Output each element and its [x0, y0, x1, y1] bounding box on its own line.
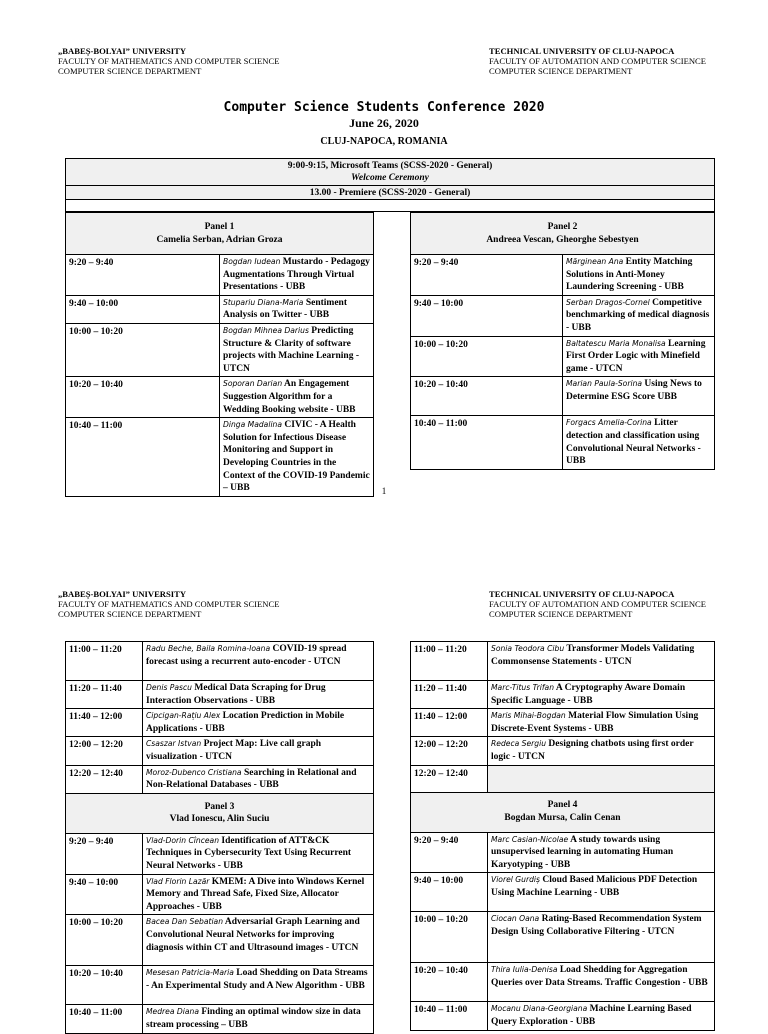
talk-title: A Cryptography Aware Domain Specific Language - UBB: [491, 683, 686, 706]
talk-title: Competitive benchmarking of medical diagnosis - UBB: [566, 297, 710, 333]
talk-author: Moroz-Dubenco Cristiana: [146, 767, 242, 777]
table-row: [66, 915, 374, 966]
talk: [488, 912, 715, 963]
slot-time: 11:00 – 11:20: [411, 642, 488, 681]
slot-time: 10:20 – 10:40: [411, 963, 488, 1002]
talk-author: Marc Casian-Nicolae: [491, 834, 569, 844]
slot-time: 11:40 – 12:00: [411, 709, 488, 737]
talk-title: Mustardo - Pedagogy Augmentations Through Virtual Presentations - UBB: [223, 257, 370, 293]
department-name: COMPUTER SCIENCE DEPARTMENT: [489, 66, 633, 76]
talk: [143, 915, 374, 966]
university-name: „BABEȘ-BOLYAI” UNIVERSITY: [58, 589, 187, 599]
table-row: [66, 377, 374, 418]
talk: [220, 377, 374, 418]
panel-title: Panel 3: [204, 801, 235, 812]
talk: [220, 323, 374, 376]
talk-title: Project Map: Live call graph visualization - UTCN: [146, 739, 322, 762]
slot-time: 9:40 – 10:00: [411, 873, 488, 912]
talk-title: Rating-Based Recommendation System Design Using Collaborative Filtering - UTCN: [491, 914, 702, 937]
slot-time: 10:00 – 10:20: [66, 915, 143, 966]
table-row: [411, 336, 715, 377]
panel-1-3-table: [65, 641, 374, 1034]
talk-author: Bacea Dan Sebatian: [146, 917, 224, 927]
faculty-name: FACULTY OF AUTOMATION AND COMPUTER SCIENCE: [489, 599, 707, 609]
talk-author: Forgacs Amelia-Corina: [566, 418, 652, 428]
talk: [143, 833, 374, 874]
talk-title: Entity Matching Solutions in Anti-Money Laundering Screening - UBB: [566, 257, 693, 293]
table-row: [411, 737, 715, 765]
talk: [143, 642, 374, 681]
slot-time: 10:40 – 11:00: [411, 416, 563, 469]
talk-author: Medrea Diana: [146, 1007, 199, 1017]
table-row: [66, 255, 374, 296]
panel-header: [411, 213, 715, 255]
table-row: [411, 1002, 715, 1030]
talk-author: Vlad Florin Lazăr: [146, 876, 210, 886]
talk-author: Dinga Madalina: [223, 420, 283, 430]
talk-title: Predicting Structure & Clarity of software projects with Machine Learning - UTCN: [223, 325, 359, 374]
table-row: [411, 912, 715, 963]
talk-title: Cloud Based Malicious PDF Detection Using Machine Learning - UBB: [491, 875, 698, 898]
talk-title: Load Shedding on Data Streams - An Experimental Study and A New Algorithm - UBB: [146, 968, 368, 991]
talk-title: An Engagement Suggestion Algorithm for a Wedding Booking website - UBB: [223, 379, 356, 415]
talk-author: Denis Pascu: [146, 683, 192, 692]
talk: [143, 765, 374, 793]
talk: [220, 418, 374, 497]
talk: [563, 377, 715, 416]
talk-title: Load Shedding for Aggregation Queries over Data Streams. Traffic Congestion - UBB: [491, 965, 708, 988]
table-row: [411, 295, 715, 336]
slot-time: 11:00 – 11:20: [66, 642, 143, 681]
slot-time: 10:40 – 11:00: [66, 1005, 143, 1033]
talk: [220, 255, 374, 296]
welcome-ceremony: Welcome Ceremony: [351, 173, 429, 183]
table-row: [66, 874, 374, 915]
welcome-row: [66, 159, 714, 186]
table-row: [411, 963, 715, 1002]
talk-author: Csaszar Istvan: [146, 739, 202, 749]
talk-author: Bogdan Mihnea Darius: [223, 325, 309, 335]
table-row: [411, 255, 715, 296]
table-row: [411, 416, 715, 469]
table-row: [411, 642, 715, 681]
talk-author: Radu Beche, Baila Romina-Ioana: [146, 644, 271, 653]
slot-time: 9:20 – 9:40: [66, 255, 220, 296]
talk-author: Baltatescu Maria Monalisa: [566, 338, 666, 348]
table-row: [66, 833, 374, 874]
talk-author: Serban Dragos-Cornel: [566, 297, 650, 307]
header-right: [489, 46, 706, 76]
slot-time: 10:20 – 10:40: [66, 966, 143, 1005]
talk-author: Mocanu Diana-Georgiana: [491, 1004, 588, 1014]
talk: [563, 416, 715, 469]
faculty-name: FACULTY OF MATHEMATICS AND COMPUTER SCIENCE: [58, 599, 280, 609]
page-number: 1: [381, 486, 387, 496]
talk-author: Marc-Titus Trifan: [491, 683, 555, 692]
talk-title: Machine Learning Based Query Exploration - UBB: [491, 1004, 692, 1027]
panel-title: Panel 4: [547, 800, 578, 811]
premiere-row: 13.00 - Premiere (SCSS-2020 - General): [66, 186, 714, 200]
talk-title: Material Flow Simulation Using Discrete-Event Systems - UBB: [491, 711, 699, 734]
department-name: COMPUTER SCIENCE DEPARTMENT: [58, 609, 202, 619]
talk-title: Identification of ATT&CK Techniques in Cybersecurity Text Using Recurrent Neural Networks - UBB: [146, 835, 352, 871]
slot-time: 10:40 – 11:00: [66, 418, 220, 497]
talk: [563, 255, 715, 296]
conference-title: Computer Science Students Conference 2020: [223, 100, 545, 115]
faculty-name: FACULTY OF AUTOMATION AND COMPUTER SCIENCE: [489, 56, 707, 66]
talk-author: Marian Paula-Sorina: [566, 379, 643, 389]
talk-title: Designing chatbots using first order logic - UTCN: [491, 739, 694, 762]
talk-title: Transformer Models Validating Commonsense Statements - UTCN: [491, 644, 695, 667]
talk-title: Searching in Relational and Non-Relational Databases - UBB: [146, 767, 357, 791]
talk: [488, 642, 715, 681]
header-left: [58, 46, 279, 76]
talk: [488, 873, 715, 912]
talk-title: Location Prediction in Mobile Applications - UBB: [146, 711, 345, 734]
talk-author: Bogdan Iudean: [223, 257, 281, 266]
university-name: TECHNICAL UNIVERSITY OF CLUJ-NAPOCA: [489, 589, 675, 599]
slot-time: 12:20 – 12:40: [411, 765, 488, 792]
talk-author: Viorel Gurdiș: [491, 875, 540, 885]
talk-title: Litter detection and classification using Convolutional Neural Networks - UBB: [566, 418, 701, 467]
conference-location: CLUJ-NAPOCA, ROMANIA: [320, 136, 448, 147]
panel-title: Panel 1: [204, 221, 235, 232]
table-row: [411, 681, 715, 709]
slot-time: 10:00 – 10:20: [411, 336, 563, 377]
slot-time: 9:40 – 10:00: [66, 295, 220, 323]
panel-header: [66, 793, 374, 833]
slot-time: 10:20 – 10:40: [66, 377, 220, 418]
talk-title: KMEM: A Dive into Windows Kernel Memory and Thread Safe, Fixed Size, Allocator Approaches - UBB: [146, 876, 365, 912]
slot-time: 10:20 – 10:40: [411, 377, 563, 416]
talk: [220, 295, 374, 323]
talk: [488, 737, 715, 765]
slot-time: 11:20 – 11:40: [66, 681, 143, 709]
talk: [143, 1005, 374, 1033]
talk-author: Vlad-Dorin Cîncean: [146, 835, 220, 845]
table-row: [66, 295, 374, 323]
table-row: [66, 709, 374, 737]
table-row: [411, 709, 715, 737]
slot-time: 9:20 – 9:40: [411, 832, 488, 873]
faculty-name: FACULTY OF MATHEMATICS AND COMPUTER SCIENCE: [58, 56, 280, 66]
table-row: [411, 873, 715, 912]
table-row: [66, 966, 374, 1005]
university-name: TECHNICAL UNIVERSITY OF CLUJ-NAPOCA: [489, 46, 675, 56]
talk-title: Learning First Order Logic with Minefield game - UTCN: [566, 338, 706, 374]
slot-time: 12:20 – 12:40: [66, 765, 143, 793]
talk: [488, 1002, 715, 1030]
conference-date: June 26, 2020: [349, 116, 419, 130]
table-row: [66, 642, 374, 681]
talk-title: Sentiment Analysis on Twitter - UBB: [223, 297, 347, 321]
department-name: COMPUTER SCIENCE DEPARTMENT: [489, 609, 633, 619]
empty-slot: [488, 765, 715, 792]
talk-title: Using News to Determine ESG Score UBB: [566, 379, 702, 402]
slot-time: 11:40 – 12:00: [66, 709, 143, 737]
table-row: [411, 832, 715, 873]
department-name: COMPUTER SCIENCE DEPARTMENT: [58, 66, 202, 76]
slot-time: 9:40 – 10:00: [66, 874, 143, 915]
table-row: [66, 765, 374, 793]
talk: [143, 966, 374, 1005]
panel-chairs: Andreea Vescan, Gheorghe Sebestyen: [486, 234, 639, 245]
university-name: „BABEȘ-BOLYAI” UNIVERSITY: [58, 46, 187, 56]
talk-title: A study towards using unsupervised learning in automating Human Karyotyping - UBB: [491, 834, 674, 870]
slot-time: 12:00 – 12:20: [66, 737, 143, 765]
slot-time: 10:40 – 11:00: [411, 1002, 488, 1030]
table-row: [411, 765, 715, 792]
talk-title: Finding an optimal window size in data stream processing – UBB: [146, 1007, 361, 1030]
slot-time: 9:40 – 10:00: [411, 295, 563, 336]
table-row: [411, 377, 715, 416]
slot-time: 10:00 – 10:20: [66, 323, 220, 376]
talk: [143, 874, 374, 915]
panel-chairs: Camelia Serban, Adrian Groza: [156, 234, 283, 245]
panel-header: [66, 213, 374, 255]
table-row: [66, 737, 374, 765]
table-row: [66, 681, 374, 709]
talk: [488, 709, 715, 737]
table-row: [66, 1005, 374, 1033]
talk-title: CIVIC - A Health Solution for Infectious Disease Monitoring and Support in Developing Countries in the Context of the COVID-19 Pandemic – UBB: [223, 420, 370, 494]
slot-time: 10:00 – 10:20: [411, 912, 488, 963]
talk: [143, 681, 374, 709]
talk: [143, 709, 374, 737]
opening-box: [65, 158, 715, 212]
table-row: [66, 323, 374, 376]
talk-author: Soporan Darian: [223, 379, 283, 389]
slot-time: 9:20 – 9:40: [411, 255, 563, 296]
table-row: [66, 418, 374, 497]
talk-author: Sonia Teodora Cibu: [491, 644, 565, 653]
talk-title: Adversarial Graph Learning and Convolutional Neural Networks for improving diagnosis within CT and Ultrasound images - UTCN: [146, 917, 360, 953]
header-left: [58, 589, 279, 619]
talk-author: Mesesan Patricia-Maria: [146, 968, 234, 978]
talk-title: Medical Data Scraping for Drug Interaction Observations - UBB: [146, 683, 326, 706]
panel-1-table: [65, 212, 374, 497]
talk-author: Thira Iulia-Denisa: [491, 965, 558, 975]
talk: [488, 832, 715, 873]
panel-2-4-table: [410, 641, 715, 1031]
talk-author: Ciocan Oana: [491, 914, 540, 924]
panel-header: [411, 792, 715, 832]
panel-chairs: Bogdan Mursa, Calin Cenan: [504, 813, 621, 824]
welcome-time: 9:00-9:15, Microsoft Teams (SCSS-2020 - General): [287, 161, 493, 171]
slot-time: 11:20 – 11:40: [411, 681, 488, 709]
talk-author: Stupariu Diana-Maria: [223, 297, 304, 307]
talk: [563, 295, 715, 336]
talk-author: Cipcigan-Rațiu Alex: [146, 711, 221, 721]
talk: [143, 737, 374, 765]
talk-title: COVID-19 spread forecast using a recurrent auto-encoder - UTCN: [146, 644, 347, 667]
panel-chairs: Vlad Ionescu, Alin Suciu: [169, 814, 270, 825]
talk-author: Maris Mihai-Bogdan: [491, 711, 566, 721]
talk: [563, 336, 715, 377]
talk-author: Mărginean Ana: [566, 257, 624, 266]
header-right: [489, 589, 706, 619]
talk: [488, 963, 715, 1002]
panel-2-table: [410, 212, 715, 470]
slot-time: 12:00 – 12:20: [411, 737, 488, 765]
slot-time: 9:20 – 9:40: [66, 833, 143, 874]
talk-author: Redeca Sergiu: [491, 739, 547, 749]
panel-title: Panel 2: [547, 221, 578, 232]
talk: [488, 681, 715, 709]
